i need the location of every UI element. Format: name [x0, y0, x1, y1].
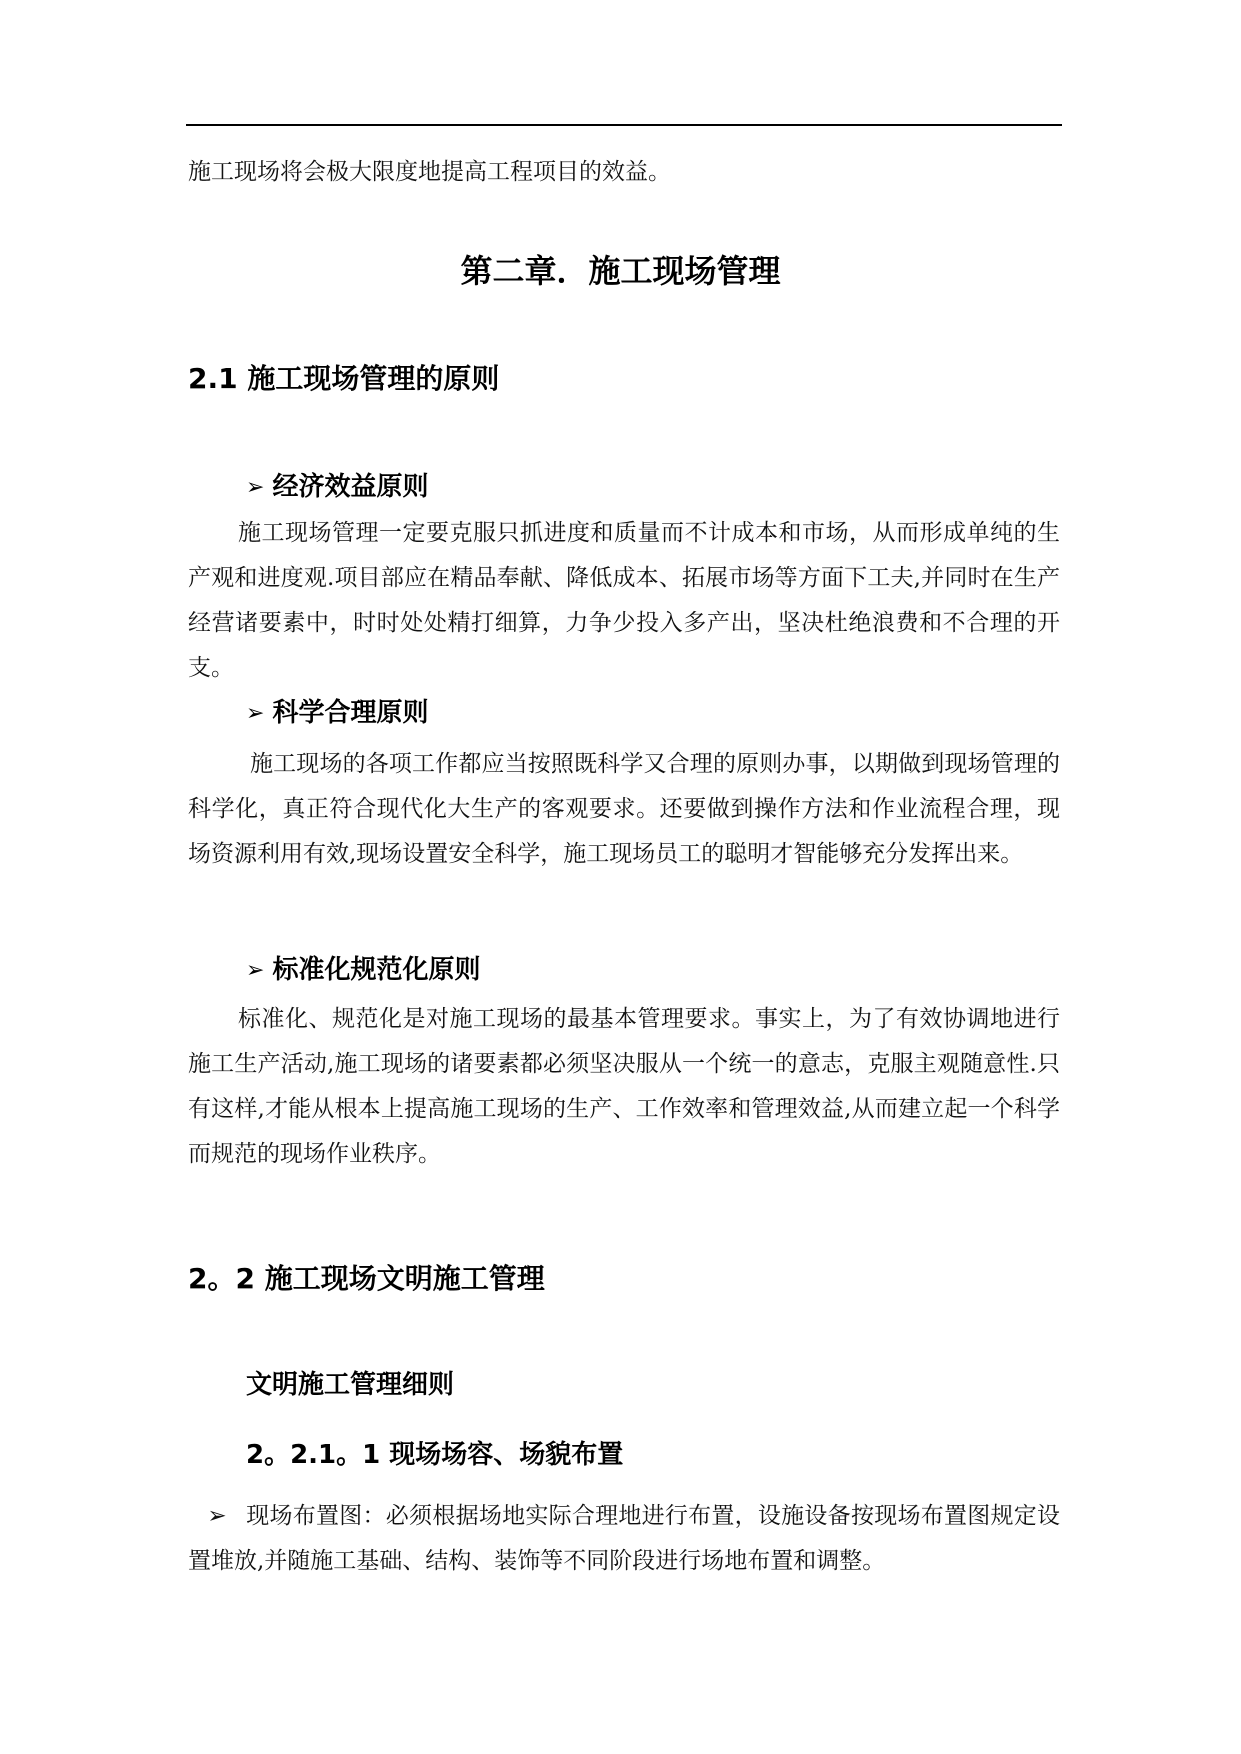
section-2-1-title: 2.1 施工现场管理的原则	[188, 362, 500, 395]
arrow-bullet-icon: ➢	[246, 958, 265, 983]
arrow-bullet-icon: ➢	[207, 1503, 227, 1529]
principle-heading-scientific: ➢ 科学合理原则	[246, 698, 429, 728]
principle-body-scientific: 施工现场的各项工作都应当按照既科学又合理的原则办事，以期做到现场管理的科学化，真正符合现代化大生产的客观要求。还要做到操作方法和作业流程合理，现场资源利用有效,现场设置安全科学，施工现场员工的聪明才智能够充分发挥出来。	[188, 751, 1060, 867]
principle-heading-standardization: ➢ 标准化规范化原则	[246, 955, 481, 985]
principle-body-economic: 施工现场管理一定要克服只抓进度和质量而不计成本和市场，从而形成单纯的生产观和进度观.项目部应在精品奉献、降低成本、拓展市场等方面下工夫,并同时在生产经营诸要素中，时时处处精打细算，力争少投入多产出，坚决杜绝浪费和不合理的开支。	[188, 520, 1060, 681]
layout-bullet-paragraph: ➢ 现场布置图：必须根据场地实际合理地进行布置，设施设备按现场布置图规定设置堆放,并随施工基础、结构、装饰等不同阶段进行场地布置和调整。	[188, 1494, 1060, 1584]
intro-line: 施工现场将会极大限度地提高工程项目的效益。	[188, 159, 671, 185]
section-2-2-subtitle: 文明施工管理细则	[246, 1370, 455, 1400]
header-rule	[186, 124, 1062, 126]
arrow-bullet-icon: ➢	[246, 475, 265, 500]
arrow-bullet-icon: ➢	[246, 701, 265, 726]
section-2-2-title: 2。2 施工现场文明施工管理	[188, 1262, 545, 1295]
chapter-title: 第二章．施工现场管理	[460, 252, 781, 290]
principle-heading-economic: ➢ 经济效益原则	[246, 472, 429, 502]
principle-body-standardization: 标准化、规范化是对施工现场的最基本管理要求。事实上，为了有效协调地进行施工生产活动,施工现场的诸要素都必须坚决服从一个统一的意志，克服主观随意性.只有这样,才能从根本上提高施工现场的生产、工作效率和管理效益,从而建立起一个科学而规范的现场作业秩序。	[188, 1006, 1060, 1167]
section-2-2-1-1-title: 2。2.1。1 现场场容、场貌布置	[246, 1440, 624, 1470]
